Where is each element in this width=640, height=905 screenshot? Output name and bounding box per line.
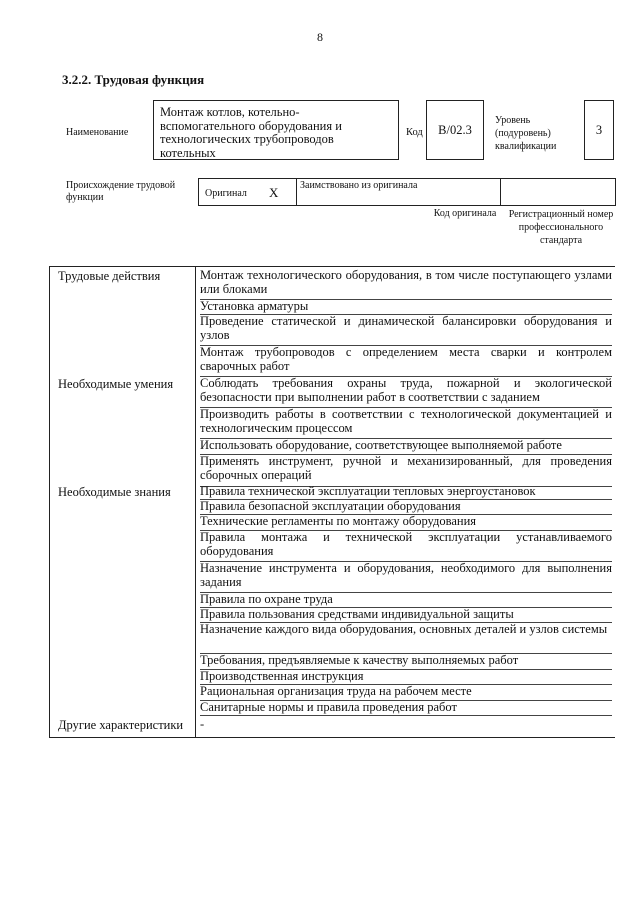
reg-number-label: Регистрационный номер профессионального стандарта xyxy=(508,209,614,246)
code-value: B/02.3 xyxy=(438,123,472,137)
code-original-label: Код оригинала xyxy=(433,208,497,219)
skill-row: Соблюдать требования охраны труда, пожарной и экологической безопасности при выполнении работ в соответствии с заданием xyxy=(200,377,612,408)
code-label: Код xyxy=(406,127,423,138)
knowledge-item-row: Санитарные нормы и правила проведения работ xyxy=(200,701,612,716)
original-label: Оригинал xyxy=(205,188,247,199)
knowledge-item-row: Правила безопасной эксплуатации оборудования xyxy=(200,500,612,515)
origin-label: Происхождение трудовой функции xyxy=(66,180,176,203)
level-box xyxy=(584,100,614,160)
knowledge-item-row: Правила монтажа и технической эксплуатации устанавливаемого оборудования xyxy=(200,531,612,562)
function-name-box xyxy=(153,100,399,160)
knowledge-item-row: Рациональная организация труда на рабочем месте xyxy=(200,685,612,701)
origin-table xyxy=(198,178,616,206)
knowledge-item-row: Назначение каждого вида оборудования, основных деталей и узлов системы xyxy=(200,623,612,654)
skill-row: Использовать оборудование, соответствующее выполняемой работе xyxy=(200,439,612,455)
knowledge-item-row: Технические регламенты по монтажу оборудования xyxy=(200,515,612,531)
borrowed-label: Заимствовано из оригинала xyxy=(300,180,418,191)
code-box xyxy=(426,100,484,160)
name-label: Наименование xyxy=(66,127,129,138)
knowledge-item-row: Правила пользования средствами индивидуальной защиты xyxy=(200,608,612,623)
knowledge-item-row: Назначение инструмента и оборудования, необходимого для выполнения задания xyxy=(200,562,612,593)
labor-action-row: Монтаж трубопроводов с определением места сварки и контролем сварочных работ xyxy=(200,346,612,377)
knowledge-item-row: Правила технической эксплуатации тепловых энергоустановок xyxy=(200,485,612,500)
labor-action-row: Проведение статической и динамической балансировки оборудования и узлов xyxy=(200,315,612,346)
other-value: - xyxy=(200,717,205,731)
column-divider xyxy=(195,266,196,738)
skill-row: Применять инструмент, ручной и механизированный, для проведения сборочных операций xyxy=(200,455,612,487)
labor-action-row: Монтаж технологического оборудования, в том числе поступающего узлами или блоками xyxy=(200,269,612,300)
section-title: 3.2.2. Трудовая функция xyxy=(62,72,205,87)
labor-action-category-label: Трудовые действия xyxy=(58,269,161,283)
borrowed-cell xyxy=(297,179,501,205)
skill-row: Производить работы в соответствии с технологической документацией и технологическим процессом xyxy=(200,408,612,439)
knowledge-item-row: Правила по охране труда xyxy=(200,593,612,608)
function-name-value: Монтаж котлов, котельно-вспомогательного оборудования и технологических трубопроводов котельных xyxy=(160,105,342,160)
knowledge-item-row: Производственная инструкция xyxy=(200,670,612,685)
code-original-cell xyxy=(501,179,613,205)
level-value: 3 xyxy=(595,123,603,137)
labor-action-row: Установка арматуры xyxy=(200,300,612,315)
level-label: Уровень (подуровень) квалификации xyxy=(495,115,557,152)
original-cell xyxy=(199,179,297,205)
other-category-label: Другие характеристики xyxy=(58,718,184,732)
page-number: 8 xyxy=(317,30,323,44)
original-mark: X xyxy=(269,185,279,200)
knowledge-item-row: Требования, предъявляемые к качеству выполняемых работ xyxy=(200,654,612,670)
skill-category-label: Необходимые умения xyxy=(58,377,174,391)
knowledge-item-category-label: Необходимые знания xyxy=(58,485,171,499)
